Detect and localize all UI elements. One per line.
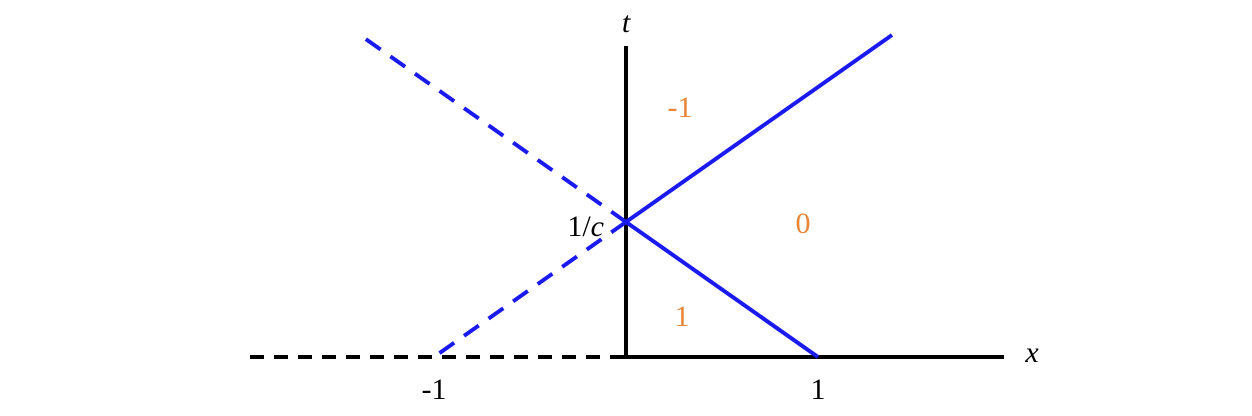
x-axis-label: x xyxy=(1025,336,1039,369)
region-label-top: -1 xyxy=(667,91,693,124)
region-label-right: 0 xyxy=(795,207,811,240)
t-axis-label: t xyxy=(621,6,631,39)
x-tick-positive-one: 1 xyxy=(810,373,826,406)
characteristic-line-lower xyxy=(626,222,818,357)
characteristic-line-upper-reflected xyxy=(360,35,626,222)
x-tick-negative-one: -1 xyxy=(421,373,447,406)
region-label-bottom: 1 xyxy=(674,300,690,333)
t-intercept-variable: c xyxy=(590,210,604,243)
t-intercept-prefix: 1/ xyxy=(567,210,591,243)
characteristic-line-upper xyxy=(626,35,892,222)
t-intercept-label xyxy=(567,210,604,243)
